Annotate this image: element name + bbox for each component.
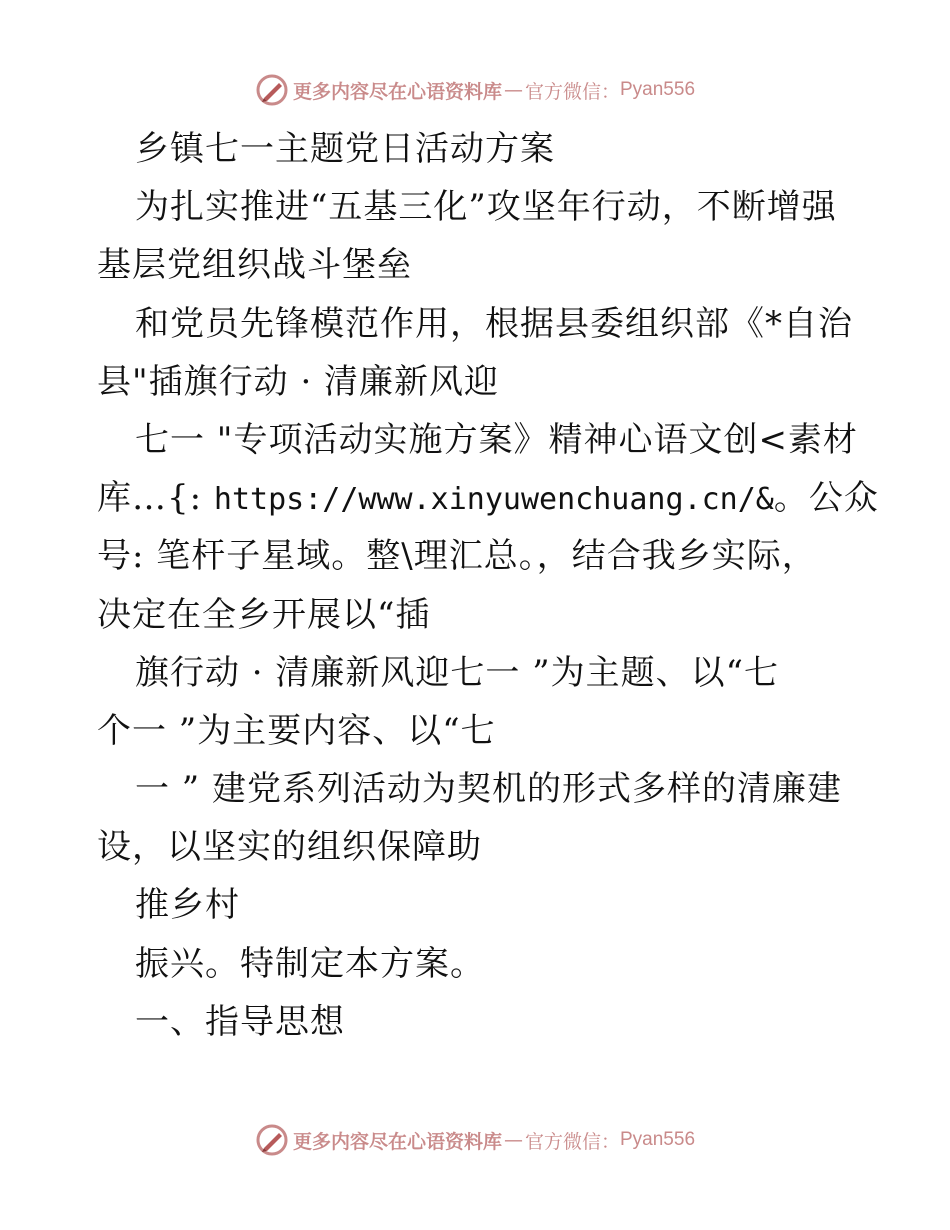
paragraph-line: 为扎实推进“五基三化”攻坚年行动，不断增强 xyxy=(135,187,837,228)
section-heading: 一、指导思想 xyxy=(135,1001,345,1042)
url-prefix: 库…{: xyxy=(97,478,214,519)
website-url: https://www.xinyuwenchuang.cn/& xyxy=(213,482,774,518)
watermark-separator: — xyxy=(503,1129,523,1151)
paragraph-line: 决定在全乡开展以“插 xyxy=(97,594,431,635)
watermark-separator: — xyxy=(503,79,523,101)
footer-watermark xyxy=(0,1120,950,1160)
url-suffix: 。公众 xyxy=(773,478,879,519)
watermark-wechat-label: 官方微信： xyxy=(524,80,620,103)
paragraph-line: 振兴。特制定本方案。 xyxy=(135,943,485,984)
pen-circle-logo-icon xyxy=(255,73,289,107)
paragraph-line: 设，以坚实的组织保障助 xyxy=(97,827,482,868)
document-title: 乡镇七一主题党日活动方案 xyxy=(135,129,555,169)
paragraph-line: 和党员先锋模范作用，根据县委组织部《*自治 xyxy=(135,303,853,344)
paragraph-line: 旗行动 · 清廉新风迎七一 ”为主题、以“七 xyxy=(135,652,779,693)
paragraph-line-url xyxy=(97,469,897,527)
paragraph-line: 基层党组织战斗堡垒 xyxy=(97,245,412,286)
watermark-wechat-id: Pyan556 xyxy=(620,79,696,100)
watermark-brand: 更多内容尽在心语资料库 xyxy=(292,1130,502,1153)
paragraph-line: 个一 ”为主要内容、以“七 xyxy=(97,710,496,751)
watermark-brand: 更多内容尽在心语资料库 xyxy=(292,80,502,103)
header-watermark xyxy=(0,70,950,110)
paragraph-line: 号: 笔杆子星域。整\理汇总。，结合我乡实际， xyxy=(97,536,817,577)
watermark-wechat-label: 官方微信： xyxy=(524,1130,620,1153)
pen-circle-logo-icon xyxy=(255,1123,289,1157)
paragraph-line: 一 ” 建党系列活动为契机的形式多样的清廉建 xyxy=(135,769,842,810)
paragraph-line: 推乡村 xyxy=(135,885,240,926)
paragraph-line: 县"插旗行动 · 清廉新风迎 xyxy=(97,361,500,402)
document-body xyxy=(97,120,897,1051)
paragraph-line: 七一 "专项活动实施方案》精神心语文创<素材 xyxy=(135,419,858,460)
watermark-wechat-id: Pyan556 xyxy=(620,1129,696,1150)
